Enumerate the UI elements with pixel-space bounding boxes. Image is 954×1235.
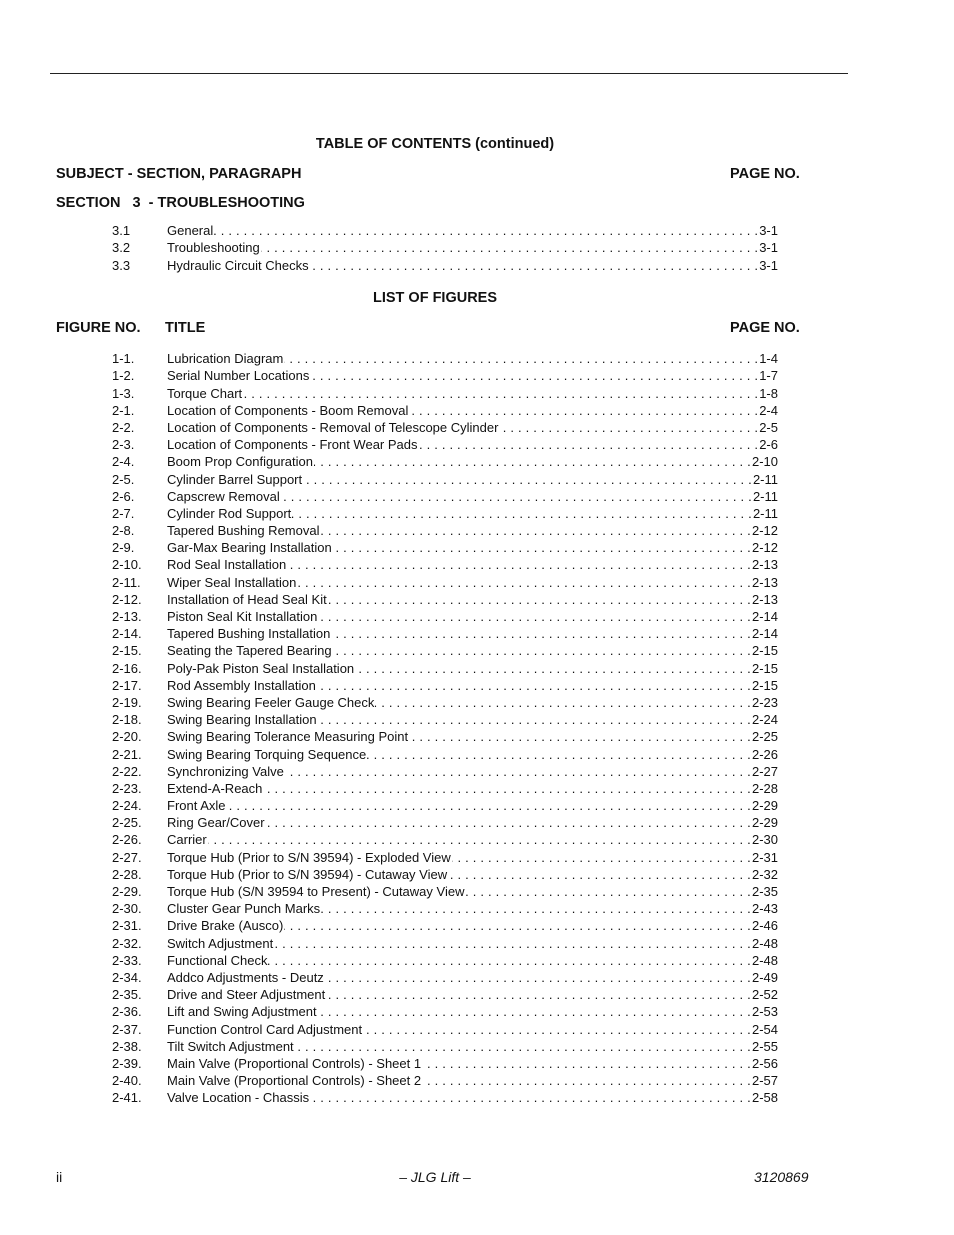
dot-leader xyxy=(321,901,751,916)
entry-number: 2-37. xyxy=(112,1021,142,1037)
entry-page: 2-10 xyxy=(751,454,778,470)
figure-entry xyxy=(112,1002,778,1019)
footer-publisher: – JLG Lift – xyxy=(399,1169,471,1185)
dot-leader xyxy=(325,970,751,985)
section-entry xyxy=(112,221,778,238)
entry-page: 2-48 xyxy=(751,935,778,951)
entry-title: Poly-Pak Piston Seal Installation xyxy=(167,660,355,676)
dot-leader xyxy=(281,489,752,504)
footer-page-number: ii xyxy=(56,1169,63,1185)
entry-number: 2-19. xyxy=(112,694,142,710)
entry-number: 2-1. xyxy=(112,402,135,418)
entry-title: Torque Hub (Prior to S/N 39594) - Exploded View xyxy=(167,849,451,865)
dot-leader xyxy=(263,781,751,796)
dot-leader xyxy=(318,712,751,727)
entry-title: Wiper Seal Installation xyxy=(167,574,297,590)
figures-page-no-header: PAGE NO. xyxy=(730,320,800,336)
figure-entry xyxy=(112,882,778,899)
dot-leader xyxy=(214,223,758,238)
dot-leader xyxy=(448,867,751,882)
entry-title: Torque Hub (S/N 39594 to Present) - Cutaway View xyxy=(167,884,465,899)
figure-entry xyxy=(112,624,778,641)
entry-title: Swing Bearing Torquing Sequence xyxy=(167,746,367,762)
dot-leader xyxy=(297,575,751,590)
entry-number: 3.3 xyxy=(112,257,131,273)
figure-entry xyxy=(112,727,778,744)
figure-entry xyxy=(112,933,778,950)
dot-leader xyxy=(333,643,751,658)
figure-entry xyxy=(112,762,778,779)
section-heading: SECTION 3 - TROUBLESHOOTING xyxy=(56,195,305,211)
entry-title: Main Valve (Proportional Controls) - Sheet 2 xyxy=(167,1073,422,1089)
entry-title: Seating the Tapered Bearing xyxy=(167,643,332,659)
dot-leader xyxy=(287,557,751,572)
dot-leader xyxy=(318,609,751,624)
entry-page: 2-15 xyxy=(751,643,778,659)
entry-number: 2-26. xyxy=(112,832,142,848)
entry-number: 2-25. xyxy=(112,815,142,831)
dot-leader xyxy=(274,936,751,951)
figure-entry xyxy=(112,1054,778,1071)
figure-entry xyxy=(112,641,778,658)
entry-title: Valve Location - Chassis xyxy=(167,1090,310,1106)
entry-number: 2-21. xyxy=(112,746,142,762)
entry-number: 2-39. xyxy=(112,1055,142,1071)
figure-entry xyxy=(112,538,778,555)
entry-title: Tapered Bushing Removal xyxy=(167,523,320,539)
entry-page: 2-27 xyxy=(751,763,778,779)
entry-number: 2-9. xyxy=(112,540,135,556)
entry-page: 2-25 xyxy=(751,729,778,745)
entry-page: 2-11 xyxy=(752,505,778,521)
entry-page: 2-6 xyxy=(759,437,778,453)
entry-page: 3-1 xyxy=(759,223,778,239)
entry-title: Cylinder Rod Support xyxy=(167,505,292,521)
entry-page: 2-28 xyxy=(751,780,778,796)
entry-title: Serial Number Locations xyxy=(167,368,310,384)
figure-entry xyxy=(112,830,778,847)
entry-number: 2-18. xyxy=(112,712,142,728)
dot-leader xyxy=(328,592,751,607)
entry-title: Drive and Steer Adjustment xyxy=(167,987,326,1003)
entry-page: 2-14 xyxy=(751,626,778,642)
figure-entry xyxy=(112,469,778,486)
entry-number: 2-41. xyxy=(112,1090,142,1106)
figure-entry xyxy=(112,435,778,452)
entry-number: 2-12. xyxy=(112,591,142,607)
entry-page: 2-56 xyxy=(751,1055,778,1071)
entry-page: 3-1 xyxy=(759,240,778,256)
figure-entry xyxy=(112,521,778,538)
entry-title: Gar-Max Bearing Installation xyxy=(167,540,332,556)
subject-header: SUBJECT - SECTION, PARAGRAPH xyxy=(56,166,302,182)
entry-title: Tapered Bushing Installation xyxy=(167,626,331,642)
entry-page: 2-11 xyxy=(752,471,778,487)
entry-number: 2-6. xyxy=(112,488,135,504)
dot-leader xyxy=(310,368,758,383)
entry-number: 1-2. xyxy=(112,368,135,384)
entry-page: 2-54 xyxy=(751,1021,778,1037)
entry-page: 2-29 xyxy=(751,815,778,831)
figure-entry xyxy=(112,779,778,796)
entry-number: 2-2. xyxy=(112,419,135,435)
entry-title: Installation of Head Seal Kit xyxy=(167,591,327,607)
entry-page: 2-55 xyxy=(751,1038,778,1054)
entry-number: 2-17. xyxy=(112,677,142,693)
entry-page: 3-1 xyxy=(759,257,778,273)
dot-leader xyxy=(261,240,758,255)
entry-title: Swing Bearing Tolerance Measuring Point xyxy=(167,729,409,745)
entry-page: 2-49 xyxy=(751,969,778,985)
figure-entry xyxy=(112,744,778,761)
entry-title: Functional Check xyxy=(167,952,268,968)
entry-page: 2-13 xyxy=(751,574,778,590)
entry-title: Ring Gear/Cover xyxy=(167,815,265,831)
entry-title: Lubrication Diagram xyxy=(167,351,284,367)
figure-entry xyxy=(112,676,778,693)
entry-page: 2-11 xyxy=(752,488,778,504)
dot-leader xyxy=(419,437,759,452)
entry-page: 2-30 xyxy=(751,832,778,848)
figure-entry xyxy=(112,968,778,985)
entry-number: 1-1. xyxy=(112,351,135,367)
entry-title: Switch Adjustment xyxy=(167,935,274,951)
entry-page: 2-15 xyxy=(751,660,778,676)
entry-page: 2-48 xyxy=(751,952,778,968)
entry-page: 2-26 xyxy=(751,746,778,762)
figure-entry xyxy=(112,555,778,572)
figure-entry xyxy=(112,813,778,830)
entry-page: 2-5 xyxy=(759,419,778,435)
figure-entry xyxy=(112,504,778,521)
figure-entry xyxy=(112,658,778,675)
entry-number: 2-30. xyxy=(112,901,142,917)
entry-number: 2-16. xyxy=(112,660,142,676)
entry-number: 2-27. xyxy=(112,849,142,865)
dot-leader xyxy=(422,1073,751,1088)
entry-title: Cylinder Barrel Support xyxy=(167,471,303,487)
entry-page: 2-32 xyxy=(751,866,778,882)
entry-number: 2-4. xyxy=(112,454,135,470)
dot-leader xyxy=(285,764,751,779)
entry-page: 1-7 xyxy=(759,368,778,384)
figure-entry xyxy=(112,985,778,1002)
entry-number: 1-3. xyxy=(112,385,135,401)
entry-number: 2-23. xyxy=(112,780,142,796)
section-entry xyxy=(112,255,778,272)
entry-title: Rod Assembly Installation xyxy=(167,677,316,693)
entry-title: Troubleshooting xyxy=(167,240,260,256)
dot-leader xyxy=(499,420,758,435)
entry-title: Torque Hub (Prior to S/N 39594) - Cutaway View xyxy=(167,866,448,882)
dot-leader xyxy=(355,661,751,676)
entry-number: 2-38. xyxy=(112,1038,142,1054)
entry-page: 2-57 xyxy=(751,1073,778,1089)
entry-title: Location of Components - Front Wear Pads xyxy=(167,437,418,453)
entry-title: Piston Seal Kit Installation xyxy=(167,609,318,624)
entry-page: 2-13 xyxy=(751,557,778,573)
entry-page: 2-46 xyxy=(751,918,778,934)
figure-entry xyxy=(112,951,778,968)
dot-leader xyxy=(227,798,751,813)
dot-leader xyxy=(318,1004,751,1019)
entry-number: 2-24. xyxy=(112,798,142,814)
dot-leader xyxy=(452,850,751,865)
figure-entry xyxy=(112,590,778,607)
entry-number: 2-13. xyxy=(112,609,142,624)
entry-page: 2-53 xyxy=(751,1004,778,1020)
entry-title: Torque Chart xyxy=(167,385,243,401)
dot-leader xyxy=(292,506,752,521)
figures-heading: LIST OF FIGURES xyxy=(372,290,498,306)
entry-title: Location of Components - Removal of Telescope Cylinder xyxy=(167,419,499,435)
entry-title: Capscrew Removal xyxy=(167,488,280,504)
entry-number: 2-20. xyxy=(112,729,142,745)
figure-entry xyxy=(112,710,778,727)
figure-entry xyxy=(112,572,778,589)
figure-no-header: FIGURE NO. xyxy=(56,320,141,336)
entry-title: Front Axle xyxy=(167,798,226,814)
entry-number: 2-28. xyxy=(112,866,142,882)
figure-entry xyxy=(112,796,778,813)
section-entry-list xyxy=(112,221,778,273)
entry-page: 2-12 xyxy=(751,540,778,556)
dot-leader xyxy=(208,832,751,847)
entry-title: Synchronizing Valve xyxy=(167,763,284,779)
dot-leader xyxy=(243,386,758,401)
top-rule xyxy=(50,73,848,74)
figure-entry xyxy=(112,847,778,864)
dot-leader xyxy=(310,1090,751,1105)
dot-leader xyxy=(317,678,751,693)
figure-entry xyxy=(112,916,778,933)
figure-entry xyxy=(112,899,778,916)
dot-leader xyxy=(409,403,758,418)
dot-leader xyxy=(266,815,751,830)
entry-number: 2-7. xyxy=(112,505,135,521)
figure-entry xyxy=(112,401,778,418)
figure-entry xyxy=(112,865,778,882)
footer-document-number: 3120869 xyxy=(754,1169,809,1185)
entry-number: 2-3. xyxy=(112,437,135,453)
dot-leader xyxy=(375,695,751,710)
figure-entry xyxy=(112,349,778,366)
entry-page: 2-15 xyxy=(751,677,778,693)
entry-title: Carrier xyxy=(167,832,207,848)
entry-number: 2-40. xyxy=(112,1073,142,1089)
entry-page: 2-31 xyxy=(751,849,778,865)
entry-title: Addco Adjustments - Deutz xyxy=(167,969,324,985)
entry-page: 1-4 xyxy=(759,351,778,367)
entry-page: 2-12 xyxy=(751,523,778,539)
entry-page: 2-24 xyxy=(751,712,778,728)
entry-number: 2-5. xyxy=(112,471,135,487)
dot-leader xyxy=(333,540,751,555)
entry-title: Boom Prop Configuration xyxy=(167,454,313,470)
entry-number: 3.1 xyxy=(112,223,131,239)
figure-entry xyxy=(112,1071,778,1088)
figure-entry xyxy=(112,1037,778,1054)
entry-number: 2-35. xyxy=(112,987,142,1003)
dot-leader xyxy=(284,918,751,933)
entry-number: 2-32. xyxy=(112,935,142,951)
entry-number: 2-8. xyxy=(112,523,135,539)
figure-entry xyxy=(112,1019,778,1036)
entry-title: Rod Seal Installation xyxy=(167,557,287,573)
entry-number: 2-31. xyxy=(112,918,142,934)
entry-title: Extend-A-Reach xyxy=(167,780,263,796)
section-entry xyxy=(112,238,778,255)
figure-entry xyxy=(112,487,778,504)
dot-leader xyxy=(320,523,750,538)
toc-heading: TABLE OF CONTENTS (continued) xyxy=(315,136,555,152)
dot-leader xyxy=(310,258,759,273)
entry-title: Main Valve (Proportional Controls) - Sheet 1 xyxy=(167,1055,422,1071)
entry-number: 2-36. xyxy=(112,1004,142,1020)
entry-number: 2-10. xyxy=(112,557,142,573)
dot-leader xyxy=(331,626,751,641)
entry-title: General xyxy=(167,223,214,239)
dot-leader xyxy=(409,729,751,744)
entry-number: 2-29. xyxy=(112,884,142,899)
entry-number: 2-34. xyxy=(112,969,142,985)
entry-page: 2-35 xyxy=(751,884,778,899)
figure-entry xyxy=(112,452,778,469)
title-header: TITLE xyxy=(165,320,206,336)
entry-page: 2-29 xyxy=(751,798,778,814)
dot-leader xyxy=(367,747,751,762)
entry-page: 2-14 xyxy=(751,609,778,624)
dot-leader xyxy=(363,1022,751,1037)
entry-number: 2-14. xyxy=(112,626,142,642)
entry-number: 2-15. xyxy=(112,643,142,659)
dot-leader xyxy=(284,351,758,366)
dot-leader xyxy=(268,953,751,968)
entry-page: 2-58 xyxy=(751,1090,778,1106)
dot-leader xyxy=(422,1056,751,1071)
figure-entry xyxy=(112,383,778,400)
dot-leader xyxy=(314,454,751,469)
dot-leader xyxy=(326,987,751,1002)
figure-entry-list xyxy=(112,349,778,1105)
entry-number: 2-22. xyxy=(112,763,142,779)
figure-entry xyxy=(112,366,778,383)
entry-page: 1-8 xyxy=(759,385,778,401)
entry-number: 2-33. xyxy=(112,952,142,968)
entry-number: 3.2 xyxy=(112,240,131,256)
entry-title: Swing Bearing Feeler Gauge Check xyxy=(167,694,375,710)
figure-entry xyxy=(112,1088,778,1105)
entry-page: 2-23 xyxy=(751,694,778,710)
figure-entry xyxy=(112,607,778,624)
entry-title: Drive Brake (Ausco) xyxy=(167,918,284,934)
figure-entry xyxy=(112,418,778,435)
entry-title: Hydraulic Circuit Checks xyxy=(167,257,309,273)
entry-title: Cluster Gear Punch Marks xyxy=(167,901,321,917)
dot-leader xyxy=(303,472,752,487)
entry-title: Location of Components - Boom Removal xyxy=(167,402,409,418)
entry-page: 2-13 xyxy=(751,591,778,607)
entry-page: 2-52 xyxy=(751,987,778,1003)
entry-title: Tilt Switch Adjustment xyxy=(167,1038,294,1054)
dot-leader xyxy=(465,884,751,899)
entry-title: Swing Bearing Installation xyxy=(167,712,317,728)
entry-title: Function Control Card Adjustment xyxy=(167,1021,363,1037)
entry-title: Lift and Swing Adjustment xyxy=(167,1004,317,1020)
entry-number: 2-11. xyxy=(112,574,141,590)
entry-page: 2-43 xyxy=(751,901,778,917)
entry-page: 2-4 xyxy=(759,402,778,418)
figure-entry xyxy=(112,693,778,710)
dot-leader xyxy=(295,1039,751,1054)
page-no-header: PAGE NO. xyxy=(730,166,800,182)
